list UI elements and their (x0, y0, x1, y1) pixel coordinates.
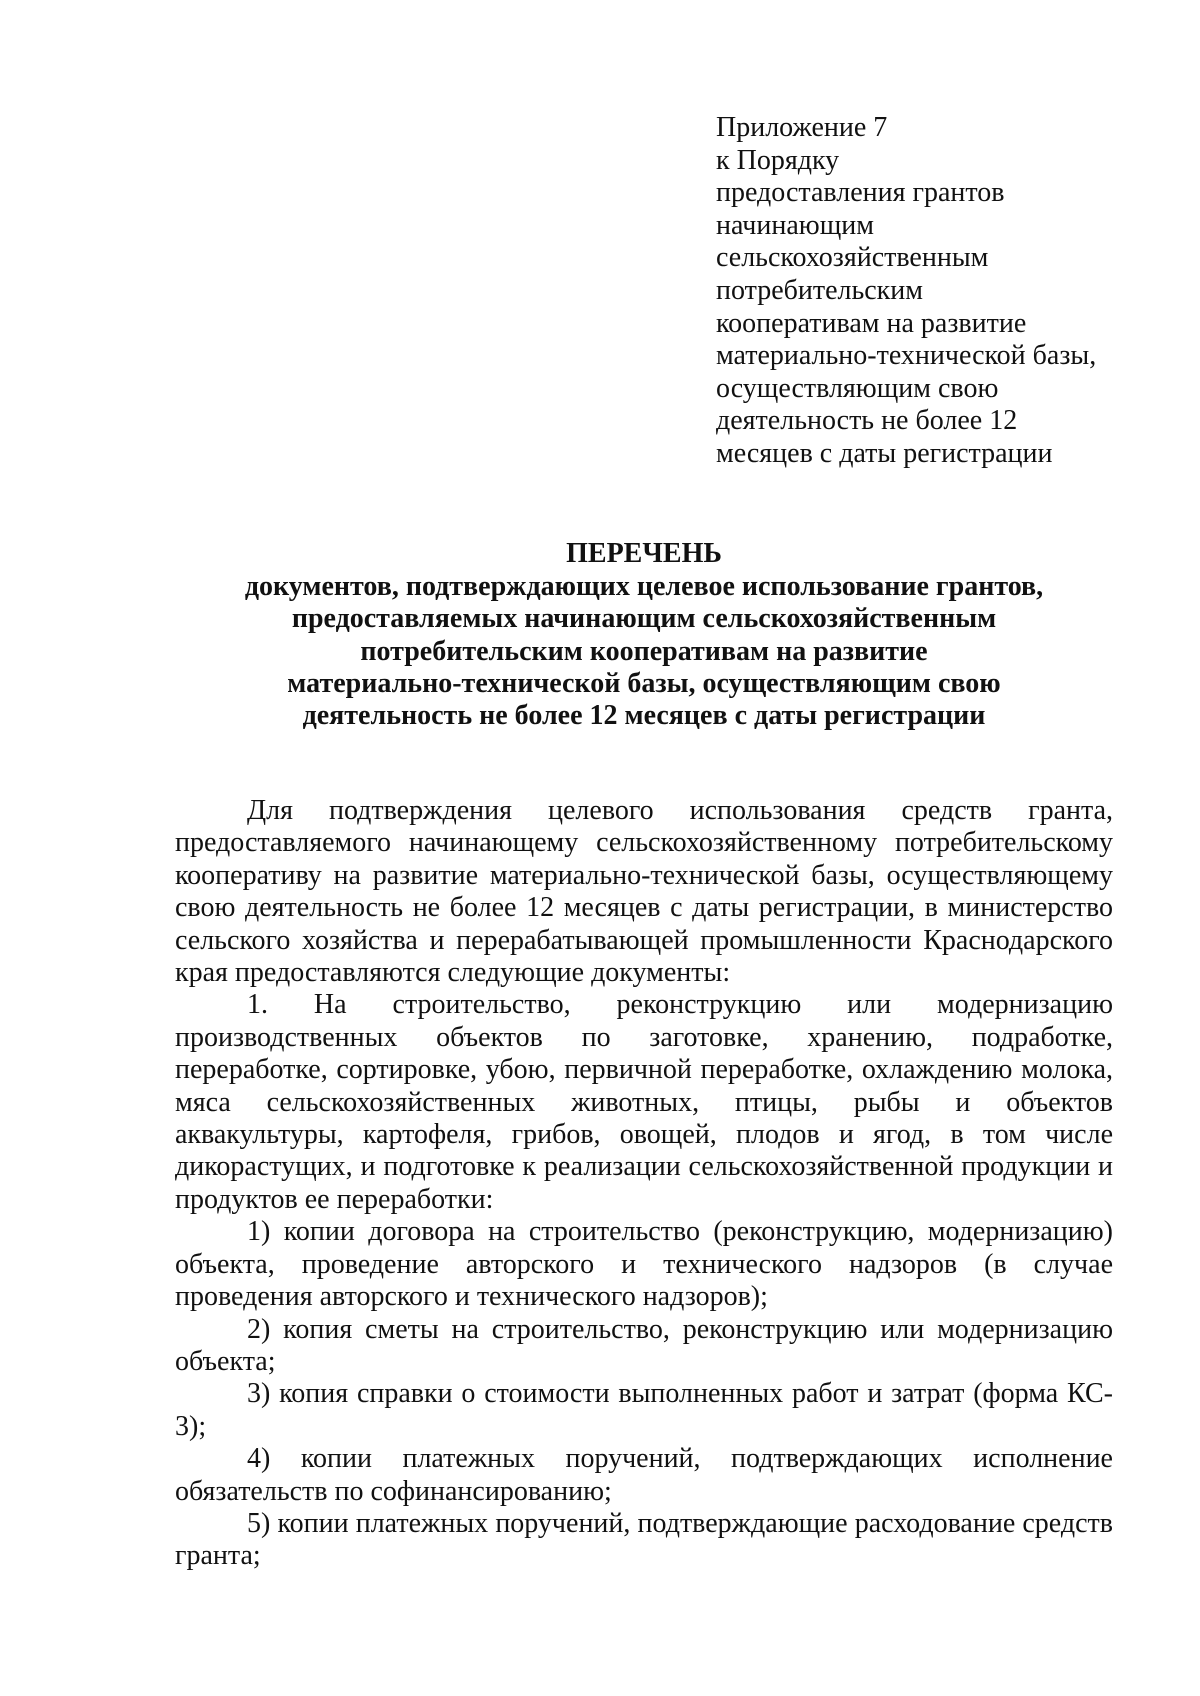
title-line: материально-технической базы, осуществляющим свою (287, 667, 1001, 699)
title-line: потребительским кооперативам на развитие (360, 635, 928, 667)
list-item: 4) копии платежных поручений, подтверждающих исполнение обязательств по софинансированию; (175, 1443, 1113, 1507)
list-item: 1) копии договора на строительство (реконструкцию, модернизацию) объекта, проведение авторского и технического надзоров (в случае проведения авторского и технического надзоров); (175, 1216, 1113, 1313)
appendix-line: начинающим (716, 209, 874, 241)
appendix-line: кооперативам на развитие (716, 307, 1027, 339)
title-heading: ПЕРЕЧЕНЬ (566, 538, 722, 569)
section-1-paragraph: 1. На строительство, реконструкцию или модернизацию производственных объектов по заготовке, хранению, подработке, переработке, сортировке, убою, первичной переработке, охлаждению молока, мяса сельскохозяйственных животных, птицы, рыбы и объектов аквакультуры, картофеля, грибов, овощей, плодов и ягод, в том числе дикорастущих, и подготовке к реализации сельскохозяйственной продукции и продуктов ее переработки: (175, 989, 1113, 1215)
list-item: 5) копии платежных поручений, подтверждающие расходование средств гранта; (175, 1507, 1113, 1572)
list-item: 2) копия сметы на строительство, реконструкцию или модернизацию объекта; (175, 1313, 1113, 1377)
appendix-line: предоставления грантов (716, 177, 1005, 209)
document-body (175, 795, 1113, 1573)
title-line: документов, подтверждающих целевое использование грантов, (244, 571, 1044, 603)
title-line: деятельность не более 12 месяцев с даты регистрации (302, 700, 986, 732)
intro-paragraph: Для подтверждения целевого использования средств гранта, предоставляемого начинающему сельскохозяйственному потребительскому кооперативу на развитие материально-технической базы, осуществляющему свою деятельность не более 12 месяцев с даты регистрации, в министерство сельского хозяйства и перерабатывающей промышленности Краснодарского края предоставляются следующие документы: (175, 795, 1113, 989)
appendix-line: к Порядку (716, 144, 840, 176)
appendix-header (716, 112, 1156, 471)
document-title (175, 538, 1113, 732)
appendix-line: месяцев с даты регистрации (716, 437, 1053, 469)
appendix-line: материально-технической базы, (716, 340, 1097, 372)
appendix-line: Приложение 7 (716, 112, 888, 143)
appendix-line: осуществляющим свою (716, 372, 999, 404)
appendix-line: деятельность не более 12 (716, 405, 1018, 437)
title-line: предоставляемых начинающим сельскохозяйственным (291, 603, 997, 635)
appendix-line: сельскохозяйственным (716, 242, 989, 274)
list-item: 3) копия справки о стоимости выполненных работ и затрат (форма КС- 3); (175, 1378, 1113, 1442)
appendix-line: потребительским (716, 274, 923, 306)
